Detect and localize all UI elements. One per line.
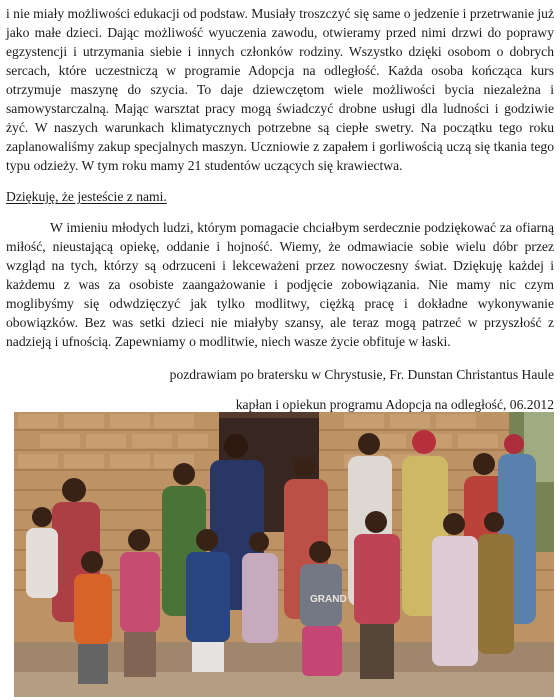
signature-role: kapłan i opiekun programu Adopcja na odległość, 06.2012 bbox=[235, 397, 554, 412]
paragraph-thanks: W imieniu młodych ludzi, którym pomagacie chciałbym serdecznie podziękować za ofiarną miłość, nieustającą opiekę, oddanie i hojność. Wiemy, że odmawiacie sobie wielu dóbr przez wzgląd na tych, którzy są odrzuceni i lekceważeni przez nowoczesny świat. Dziękuję każdej i każdemu z was za osobiste zaangażowanie i podjęcie zobowiązania. Nie mamy nic czym moglibyśmy się odwdzięczyć jak tylko modlitwy, ciężką pracę i dokładne wykonywanie obowiązków. Bez was setki dzieci nie miałyby szansy, ale teraz mogą patrzeć w przyszłość z nadzieją i ufnością. Zapewniamy o modlitwie, niech wasze życie obfituje w łaski. bbox=[6, 220, 554, 349]
group-photo bbox=[14, 412, 554, 697]
paragraph-education: i nie miały możliwości edukacji od podstaw. Musiały troszczyć się same o jedzenie i przetrwanie już jako małe dzieci. Dając możliwość wyuczenia zawodu, otwieramy przed nimi drzwi do poprawy egzystencji i utrzymania siebie i innych członków rodziny. Wszystko dzięki osobom o dobrych sercach, które uczestniczą w programie Adopcja na odległość. Każda osoba kończąca kurs otrzymuje maszynę do szycia. To daje dziewczętom wiele możliwości bycia niezależna i samowystarczalną. Mając warsztat pracy mogą świadczyć drobne usługi dla ludności i godziwie żyć. W naszych warunkach klimatycznych potrzebne są ciepłe swetry. Na początku tego roku zaplanowaliśmy zakup specjalnych maszyn. Uczniowie z zapałem i gorliwością uczą się tkania tego typu odzieży. W tym roku mamy 21 studentów uczących się krawiectwa. bbox=[6, 6, 554, 173]
letter-text bbox=[6, 4, 554, 414]
group-photo-illustration bbox=[14, 412, 554, 697]
signature-greeting: pozdrawiam po bratersku w Chrystusie, Fr. Dunstan Christantus Haule bbox=[169, 367, 554, 382]
section-heading: Dziękuję, że jesteście z nami. bbox=[6, 189, 167, 204]
shirt-print-text: GRAND bbox=[310, 594, 347, 605]
